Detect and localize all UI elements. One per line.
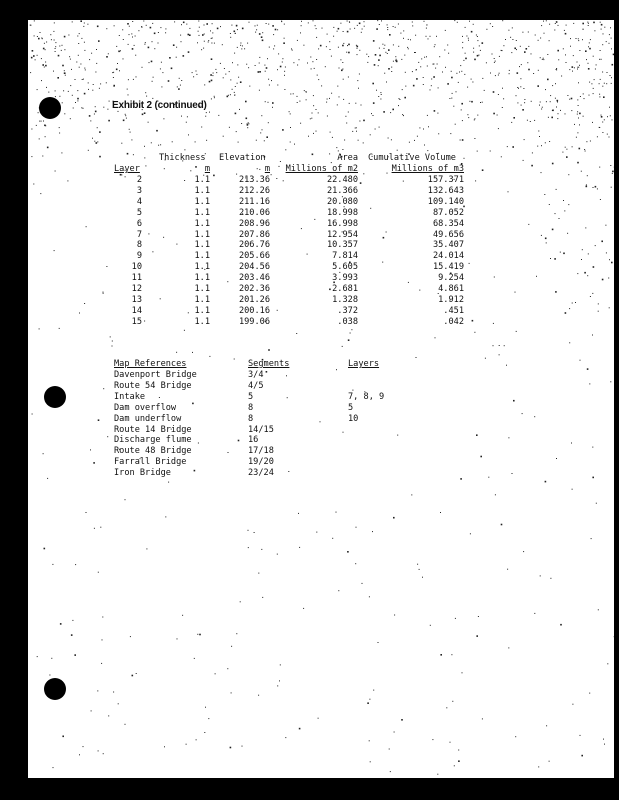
punch-hole-middle: [44, 386, 66, 408]
cell-thickness: 1.1: [194, 207, 210, 218]
ref-segments: 3/4: [248, 370, 264, 380]
cell-thickness: 1.1: [194, 196, 210, 207]
cell-thickness: 1.1: [194, 218, 210, 229]
cell-thickness: 1.1: [194, 185, 210, 196]
cell-elevation: 203.46: [238, 273, 270, 284]
cell-layer: 3: [136, 185, 142, 196]
cell-volume: 132.643: [427, 185, 464, 196]
cell-layer: 11: [131, 273, 142, 284]
cell-volume: 49.656: [432, 229, 464, 240]
ref-map: Iron Bridge: [114, 468, 171, 479]
header-layer: Layer: [114, 164, 140, 174]
header-layers: Layers: [348, 359, 380, 369]
header-segments: Segments: [248, 359, 290, 369]
cell-layer: 8: [136, 240, 142, 251]
cell-layer: 13: [131, 294, 142, 305]
cell-layer: 5: [136, 207, 142, 218]
ref-segments: 8: [248, 413, 254, 424]
cell-elevation: 208.96: [238, 218, 270, 229]
cell-elevation: 200.16: [238, 305, 270, 316]
cell-area: 5.605: [332, 262, 358, 273]
header-elevation-unit: m: [264, 164, 270, 174]
ref-map: Davenport Bridge: [114, 370, 197, 380]
header-area-unit: Millions of m2: [285, 164, 358, 174]
cell-layer: 15: [131, 316, 142, 327]
cell-elevation: 213.36: [238, 175, 270, 185]
ref-segments: 5: [248, 391, 254, 402]
cell-volume: 15.419: [432, 262, 464, 273]
header-volume: Cumulative Volume: [368, 153, 456, 163]
cell-elevation: 210.06: [238, 207, 270, 218]
cell-area: 18.998: [326, 207, 358, 218]
header-thickness-unit: m: [204, 164, 210, 174]
cell-area: 21.366: [326, 185, 358, 196]
cell-elevation: 201.26: [238, 294, 270, 305]
ref-segments: 16: [248, 435, 259, 446]
cell-volume: 9.254: [438, 273, 464, 284]
ref-segments: 4/5: [248, 380, 264, 391]
cell-area: 16.998: [326, 218, 358, 229]
cell-volume: .451: [443, 305, 464, 316]
ref-map: Intake: [114, 391, 146, 402]
ref-layers: 5: [348, 402, 354, 413]
cell-volume: 87.052: [432, 207, 464, 218]
punch-hole-bottom: [44, 678, 66, 700]
cell-thickness: 1.1: [194, 262, 210, 273]
cell-volume: 35.407: [432, 240, 464, 251]
cell-layer: 6: [136, 218, 142, 229]
ref-layers: 10: [348, 413, 359, 424]
cell-area: 22.480: [326, 175, 358, 185]
cell-thickness: 1.1: [194, 273, 210, 284]
cell-layer: 2: [136, 175, 142, 185]
cell-elevation: 207.86: [238, 229, 270, 240]
ref-map: Route 14 Bridge: [114, 424, 192, 435]
ref-map: Farrall Bridge: [114, 457, 187, 468]
header-thickness: Thickness: [159, 153, 206, 163]
cell-volume: 157.371: [427, 175, 464, 185]
document-page: [28, 20, 614, 778]
cell-layer: 10: [131, 262, 142, 273]
ref-map: Route 54 Bridge: [114, 380, 192, 391]
cell-area: 2.681: [332, 284, 358, 294]
ref-segments: 8: [248, 402, 254, 413]
cell-layer: 9: [136, 251, 142, 262]
cell-area: 10.357: [326, 240, 358, 251]
cell-layer: 12: [131, 284, 142, 294]
ref-map: Dam overflow: [114, 402, 177, 413]
cell-area: .038: [337, 316, 358, 327]
ref-segments: 23/24: [248, 468, 274, 479]
cell-thickness: 1.1: [194, 294, 210, 305]
ref-segments: 19/20: [248, 457, 274, 468]
cell-elevation: 205.66: [238, 251, 270, 262]
cell-elevation: 199.06: [238, 316, 270, 327]
ref-layers: 7, 8, 9: [348, 391, 385, 402]
cell-thickness: 1.1: [194, 240, 210, 251]
cell-layer: 4: [136, 196, 142, 207]
ref-segments: 14/15: [248, 424, 274, 435]
ref-map: Route 48 Bridge: [114, 446, 192, 457]
cell-thickness: 1.1: [194, 175, 210, 185]
ref-map: Discharge flume: [114, 435, 192, 446]
cell-area: 7.814: [332, 251, 358, 262]
cell-elevation: 206.76: [238, 240, 270, 251]
cell-volume: 24.014: [432, 251, 464, 262]
cell-volume: .042: [443, 316, 464, 327]
cell-thickness: 1.1: [194, 305, 210, 316]
cell-thickness: 1.1: [194, 229, 210, 240]
ref-segments: 17/18: [248, 446, 274, 457]
cell-volume: 68.354: [432, 218, 464, 229]
header-elevation: Elevation: [219, 153, 266, 163]
cell-volume: 109.140: [427, 196, 464, 207]
layer-table: [28, 20, 614, 360]
cell-elevation: 212.26: [238, 185, 270, 196]
header-map-references: Map References: [114, 359, 187, 369]
cell-volume: 1.912: [438, 294, 464, 305]
header-volume-unit: Millions of m3: [391, 164, 464, 174]
cell-layer: 14: [131, 305, 142, 316]
cell-area: 12.954: [326, 229, 358, 240]
page-title: Exhibit 2 (continued): [112, 100, 207, 111]
cell-layer: 7: [136, 229, 142, 240]
cell-volume: 4.861: [438, 284, 464, 294]
cell-area: .372: [337, 305, 358, 316]
cell-elevation: 202.36: [238, 284, 270, 294]
cell-area: 1.328: [332, 294, 358, 305]
ref-map: Dam underflow: [114, 413, 182, 424]
cell-elevation: 204.56: [238, 262, 270, 273]
cell-elevation: 211.16: [238, 196, 270, 207]
cell-thickness: 1.1: [194, 284, 210, 294]
header-area: Area: [337, 153, 358, 163]
cell-thickness: 1.1: [194, 316, 210, 327]
cell-thickness: 1.1: [194, 251, 210, 262]
cell-area: 20.080: [326, 196, 358, 207]
cell-area: 3.993: [332, 273, 358, 284]
